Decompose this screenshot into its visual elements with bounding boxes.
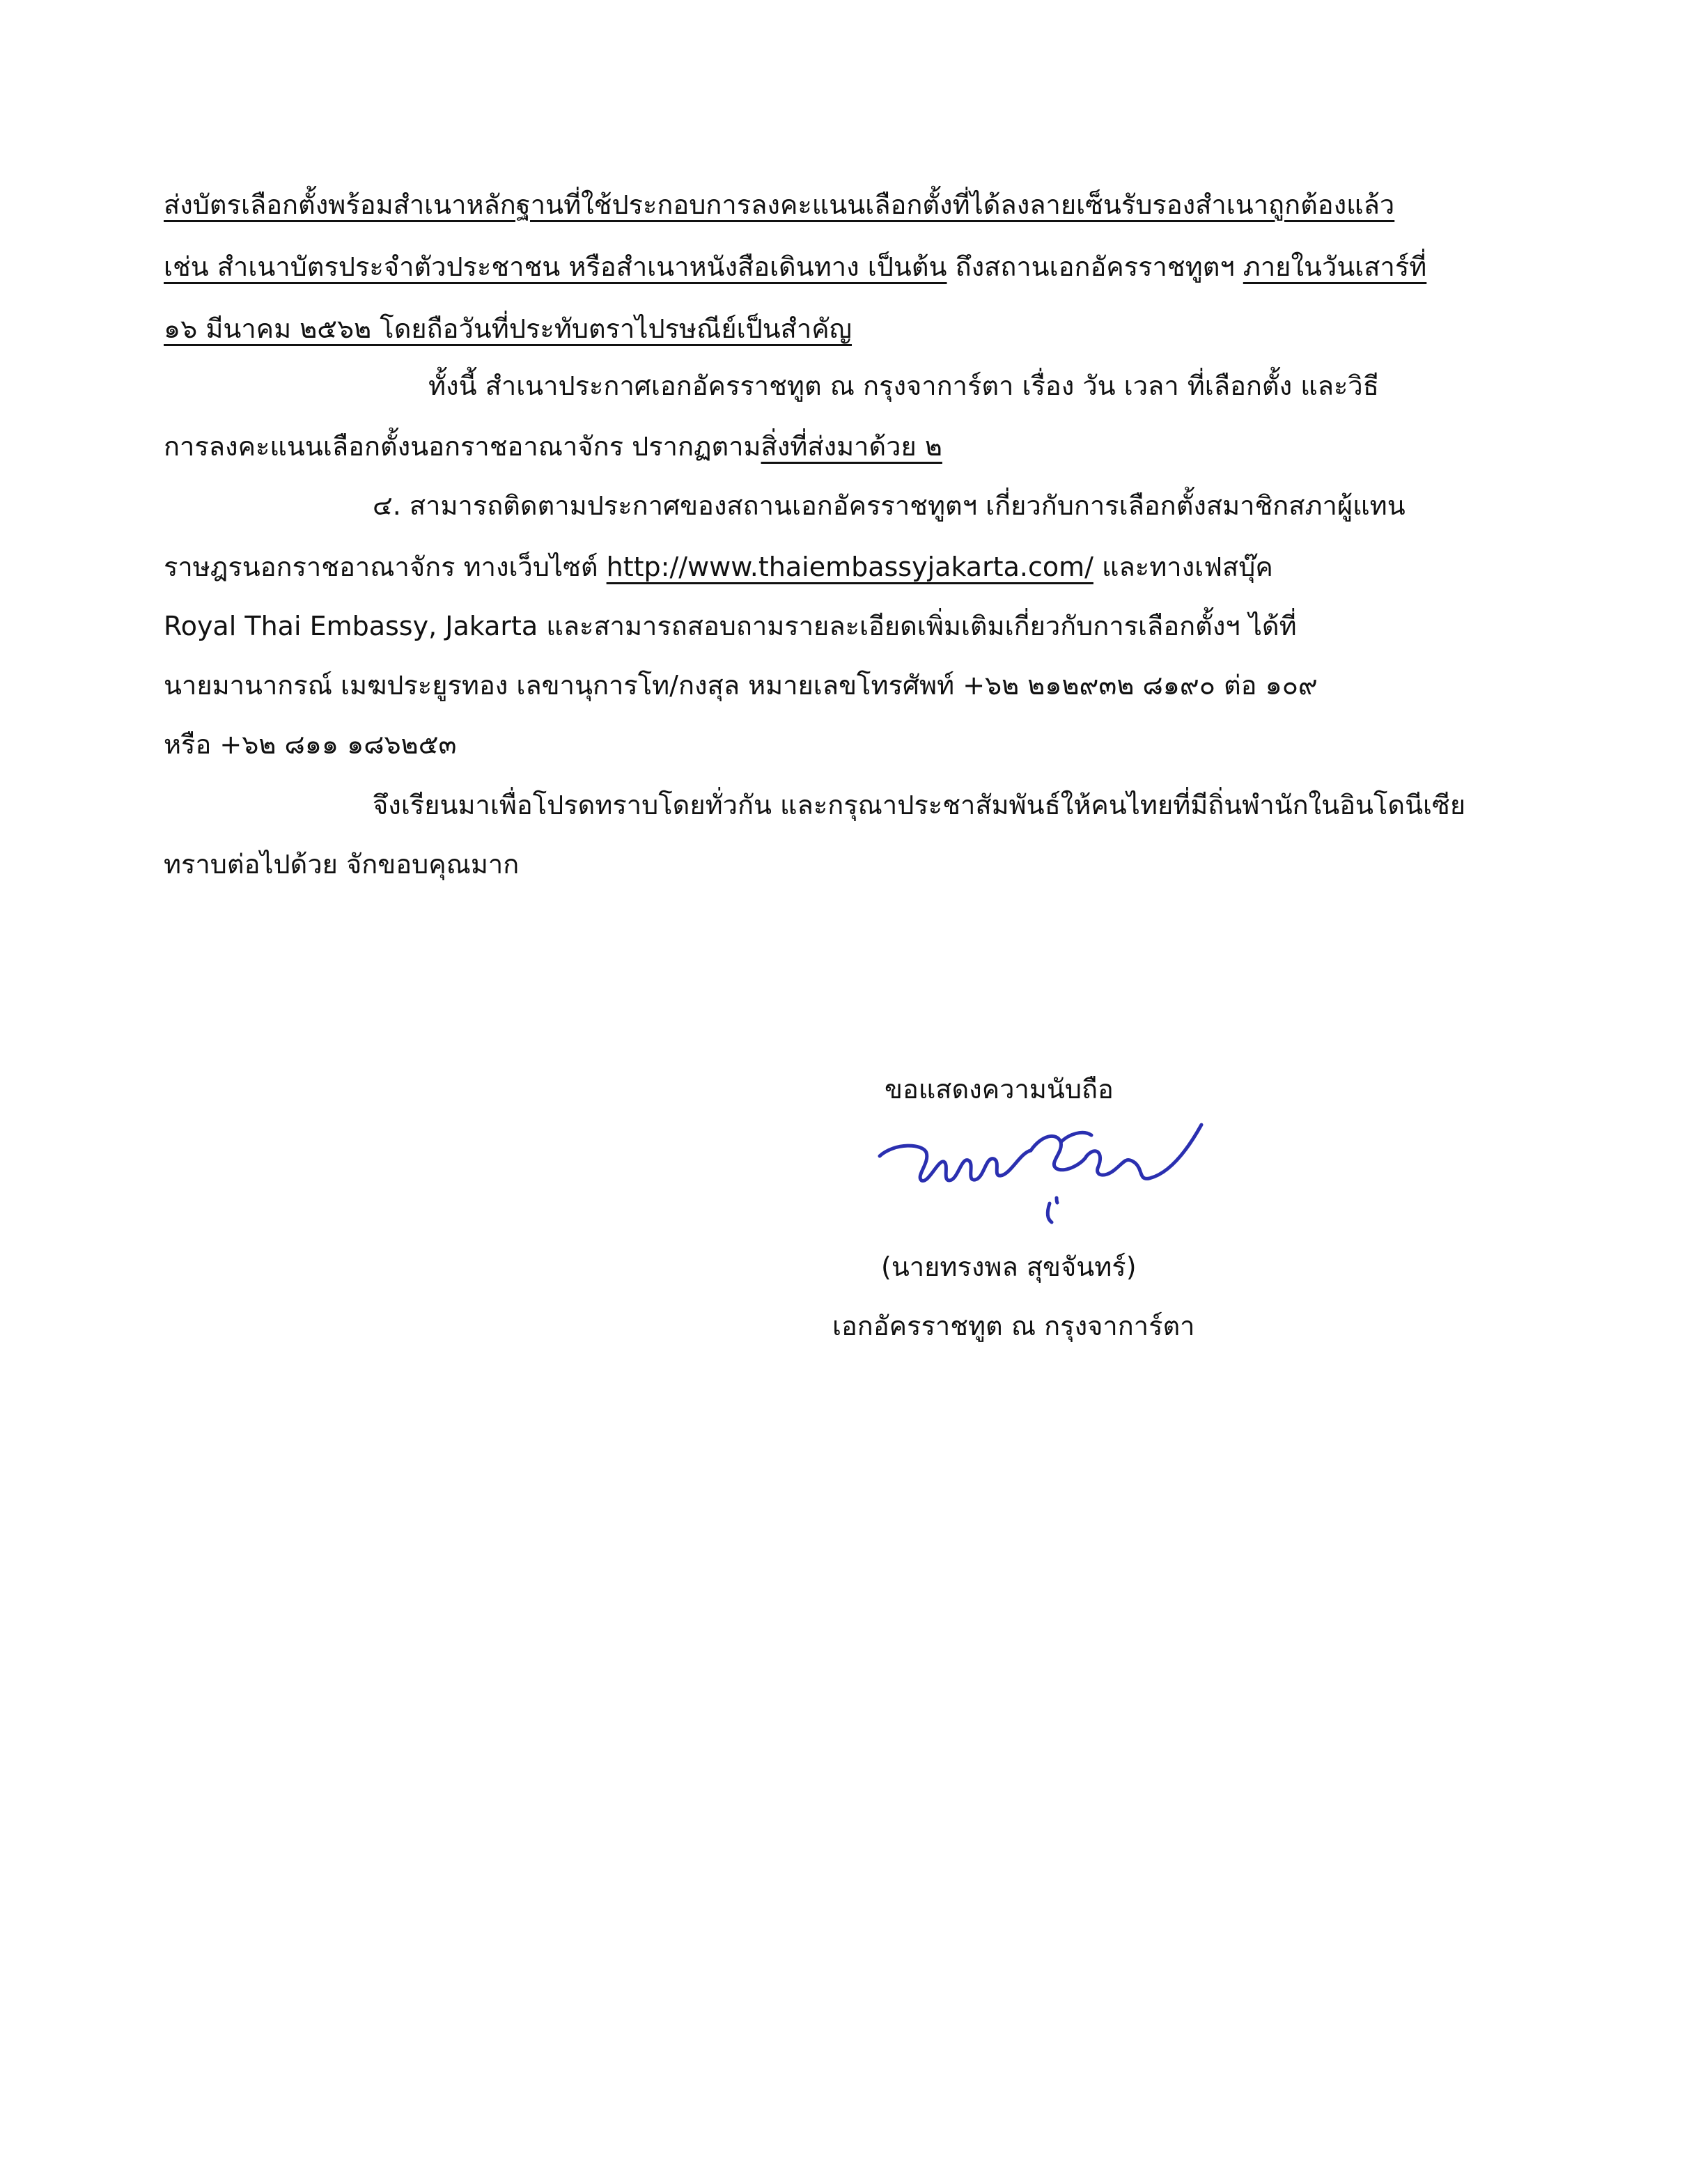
underlined-text: ๑๖ มีนาคม ๒๕๖๒ โดยถือวันที่ประทับตราไปรษณีย์เป็นสำคัญ: [164, 313, 852, 344]
signatory-name: [881, 1251, 1137, 1282]
plain-text: ถึงสถานเอกอัครราชทูตฯ: [947, 251, 1243, 282]
plain-text: จึงเรียนมาเพื่อโปรดทราบโดยทั่วกัน และกรุณาประชาสัมพันธ์ให้คนไทยที่มีถิ่นพำนักในอินโดนีเซีย: [373, 790, 1466, 820]
signatory-position-text: เอกอัครราชทูต ณ กรุงจาการ์ตา: [832, 1311, 1195, 1341]
plain-text: ราษฎรนอกราชอาณาจักร ทางเว็บไซต์: [164, 552, 607, 582]
paragraph-3-line-2: [164, 251, 1427, 282]
plain-text: Royal Thai Embassy, Jakarta และสามารถสอบถามรายละเอียดเพิ่มเติมเกี่ยวกับการเลือกตั้งฯ ได้ที่: [164, 611, 1297, 641]
paragraph-4-line-3: [164, 613, 1297, 639]
closing-line-1: [373, 792, 1465, 818]
paragraph-4-line-2: [164, 554, 1273, 580]
underlined-text: เช่น สำเนาบัตรประจำตัวประชาชน หรือสำเนาหนังสือเดินทาง เป็นต้น: [164, 251, 947, 282]
salutation-text: ขอแสดงความนับถือ: [885, 1074, 1114, 1105]
signatory-position: [832, 1313, 1195, 1339]
salutation: [885, 1074, 1114, 1105]
handwritten-signature: [874, 1114, 1208, 1236]
paragraph-3-line-1: [164, 189, 1395, 220]
notice-line-2: [164, 433, 942, 460]
closing-line-2: [164, 851, 519, 878]
paragraph-4-line-5: [164, 731, 456, 758]
underlined-text: ภายในวันเสาร์ที่: [1243, 251, 1427, 282]
plain-text: ทั้งนี้ สำเนาประกาศเอกอัครราชทูต ณ กรุงจาการ์ตา เรื่อง วัน เวลา ที่เลือกตั้ง และวิธี: [428, 370, 1379, 401]
website-link[interactable]: http://www.thaiembassyjakarta.com/: [606, 552, 1093, 582]
signatory-name-text: (นายทรงพล สุขจันทร์): [881, 1251, 1137, 1282]
paragraph-4-line-1: [373, 492, 1406, 519]
underlined-text: ส่งบัตรเลือกตั้งพร้อมสำเนาหลักฐานที่ใช้ประกอบการลงคะแนนเลือกตั้งที่ได้ลงลายเซ็นรับรองสำเนาถูกต้องแล้ว: [164, 189, 1395, 220]
notice-line-1: [428, 370, 1379, 401]
plain-text: ๔. สามารถติดตามประกาศของสถานเอกอัครราชทูตฯ เกี่ยวกับการเลือกตั้งสมาชิกสภาผู้แทน: [373, 490, 1406, 521]
paragraph-4-line-4: [164, 672, 1318, 699]
plain-text: ทราบต่อไปด้วย จักขอบคุณมาก: [164, 849, 520, 880]
paragraph-3-line-3: [164, 315, 852, 342]
underlined-text: สิ่งที่ส่งมาด้วย ๒: [761, 431, 942, 462]
plain-text: การลงคะแนนเลือกตั้งนอกราชอาณาจักร ปรากฏตาม: [164, 431, 761, 462]
plain-text: และทางเฟสบุ๊ค: [1093, 552, 1273, 582]
plain-text: นายมานากรณ์ เมฆประยูรทอง เลขานุการโท/กงสุล หมายเลขโทรศัพท์ +๖๒ ๒๑๒๙๓๒ ๘๑๙๐ ต่อ ๑๐๙: [164, 670, 1318, 701]
plain-text: หรือ +๖๒ ๘๑๑ ๑๘๖๒๕๓: [164, 729, 457, 760]
